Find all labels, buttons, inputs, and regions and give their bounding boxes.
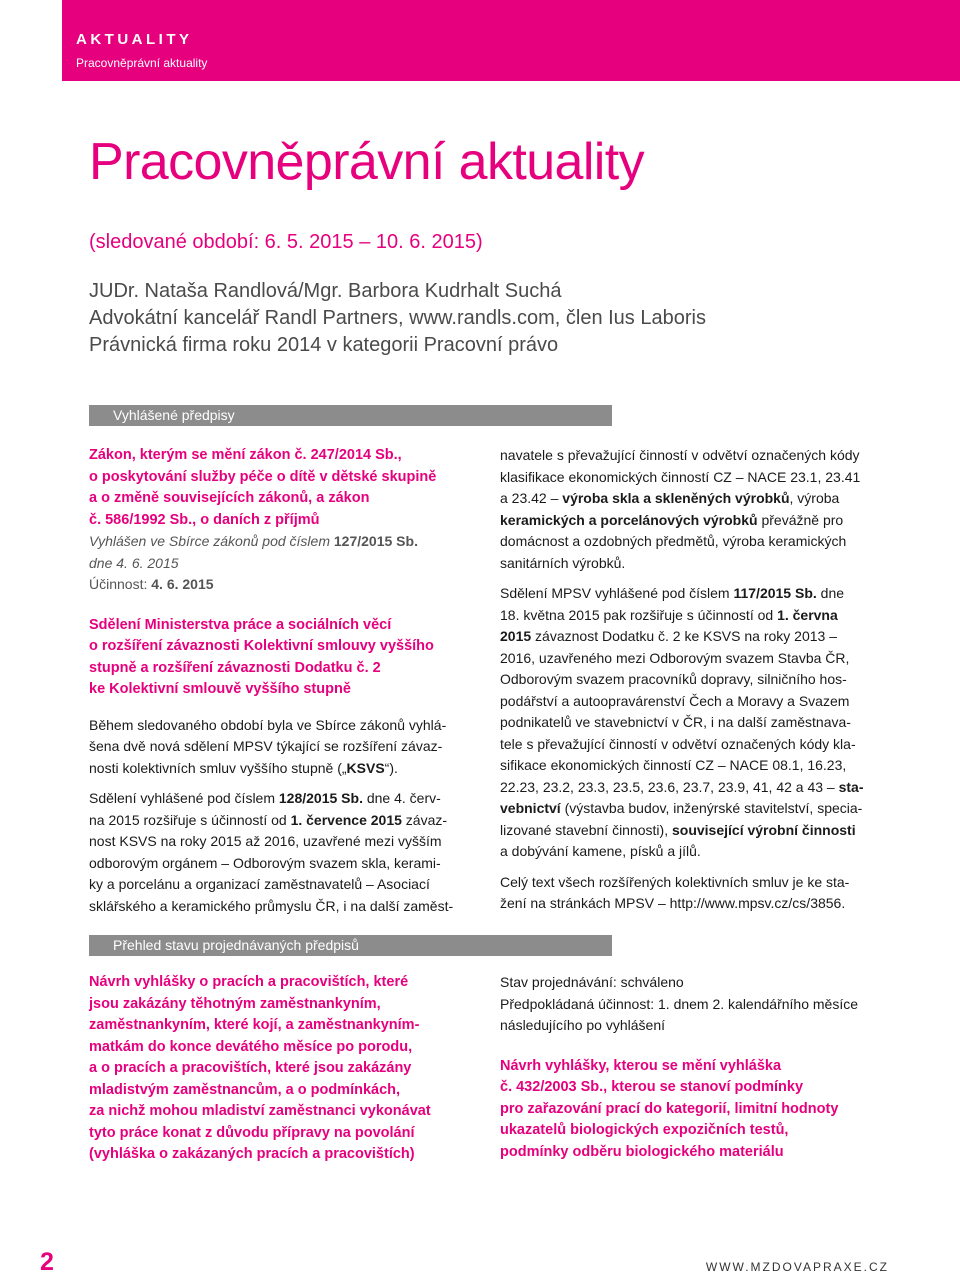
right-paragraph-1: navatele s převažující činností v odvětví označených kódy klasifikace ekonomických činností CZ – NACE 23.1, 23.41 a 23.42 – výroba skla a skleněných výrobků, výroba keramických a porcelánových výrobků převážně pro domácnost a ozdobných předmětů, výroba keramických sanitárních výrobků. <box>500 447 861 571</box>
section1-right-column <box>500 445 900 915</box>
author-line: Právnická firma roku 2014 v kategorii Pracovní právo <box>89 334 559 356</box>
section2-right-column <box>500 972 900 1163</box>
page-number: 2 <box>40 1248 54 1276</box>
right-paragraph-2: Sdělení MPSV vyhlášené pod číslem 117/2015 Sb. dne 18. května 2015 pak rozšiřuje s účinností od 1. června 2015 závaznost Dodatku č. 2 ke KSVS na roky 2013 – 2016, uzavřeného mezi Odborovým svazem Stavba ČR, Odborovým svazem pracovníků dopravy, silničního hos- podářství a autoopravárenství Čech a Moravy a Svazem podnikatelů ve stavebnictví v ČR, i na další zaměstnava- tele s převažující činností v odvětví označených kódy kla- sifikace ekonomických činností CZ – NACE 08.1, 16.23, 22.23, 23.2, 23.3, 23.5, 23.6, 23.7, 23.9, 41, 42 a 43 – sta- vebnictví (výstavba budov, inženýrské stavitelství, specia- lizované stavební činnosti), související výrobní činnosti a dobývání kamene, písků a jílů. <box>500 585 864 859</box>
author-line: JUDr. Nataša Randlová/Mgr. Barbora Kudrhalt Suchá <box>89 280 562 302</box>
left-paragraph-2: Sdělení vyhlášené pod číslem 128/2015 Sb. dne 4. červ- na 2015 rozšiřuje s účinností od 1. července 2015 závaz- nost KSVS na roky 2015 až 2016, uzavřené mezi vyšším odborovým orgánem – Odborovým svazem skla, kerami- ky a porcelánu a organizací zaměstnavatelů – Asociací sklářského a keramického průmyslu ČR, i na další zaměst- <box>89 790 454 914</box>
law1-effect-line: Účinnost: 4. 6. 2015 <box>89 576 214 592</box>
page-title: Pracovněprávní aktuality <box>89 133 645 191</box>
draft1-status: Stav projednávání: schváleno Předpokládaná účinnost: 1. dnem 2. kalendářního měsíce následujícího po vyhlášení <box>500 974 859 1033</box>
law1-published-line: Vyhlášen ve Sbírce zákonů pod číslem 127/2015 Sb. <box>89 533 418 549</box>
section-bar-pending: Přehled stavu projednávaných předpisů <box>89 935 612 956</box>
law2-heading: Sdělení Ministerstva práce a sociálních věcí o rozšíření závaznosti Kolektivní smlouvy vyššího stupně a rozšíření závaznosti Dodatku č. 2 ke Kolektivní smlouvě vyššího stupně <box>89 616 434 697</box>
law1-heading: Zákon, kterým se mění zákon č. 247/2014 Sb., o poskytování služby péče o dítě v dětské skupině a o změně souvisejících zákonů, a zákon č. 586/1992 Sb., o daních z příjmů <box>89 447 437 528</box>
law1-date-line: dne 4. 6. 2015 <box>89 554 179 571</box>
monitored-period: (sledované období: 6. 5. 2015 – 10. 6. 2015) <box>89 231 483 253</box>
section2-left-column <box>89 972 489 1166</box>
left-paragraph-1: Během sledovaného období byla ve Sbírce zákonů vyhlá- šena dvě nová sdělení MPSV týkající se rozšíření závaz- nosti kolektivních smluv vyššího stupně („KSVS“). <box>89 716 447 776</box>
section1-left-column <box>89 445 484 917</box>
authors-block <box>89 278 706 359</box>
right-paragraph-3: Celý text všech rozšířených kolektivních smluv je ke sta- žení na stránkách MPSV – http://www.mpsv.cz/cs/3856. <box>500 873 850 911</box>
section-kicker: AKTUALITY <box>76 31 193 48</box>
author-line: Advokátní kancelář Randl Partners, www.randls.com, člen Ius Laboris <box>89 307 706 329</box>
section-subtitle: Pracovněprávní aktuality <box>76 56 208 70</box>
website-link[interactable]: WWW.MZDOVAPRAXE.CZ <box>705 1260 889 1274</box>
section-bar-published: Vyhlášené předpisy <box>89 405 612 426</box>
draft1-heading: Návrh vyhlášky o pracích a pracovištích, které jsou zakázány těhotným zaměstnankyním, zaměstnankyním, které kojí, a zaměstnankyním- matkám do konce devátého měsíce po porodu, a o pracích a pracovištích, které jsou zakázány mladistvým zaměstnancům, a o podmínkách, za nichž mohou mladiství zaměstnanci vykonávat tyto práce konat z důvodu přípravy na povolání (vyhláška o zakázaných pracích a pracovištích) <box>89 974 431 1162</box>
draft2-heading: Návrh vyhlášky, kterou se mění vyhláška č. 432/2003 Sb., kterou se stanoví podmínky pro zařazování prací do kategorií, limitní hodnoty ukazatelů biologických expozičních testů, podmínky odběru biologického materiálu <box>500 1057 839 1160</box>
header-band <box>62 0 960 81</box>
